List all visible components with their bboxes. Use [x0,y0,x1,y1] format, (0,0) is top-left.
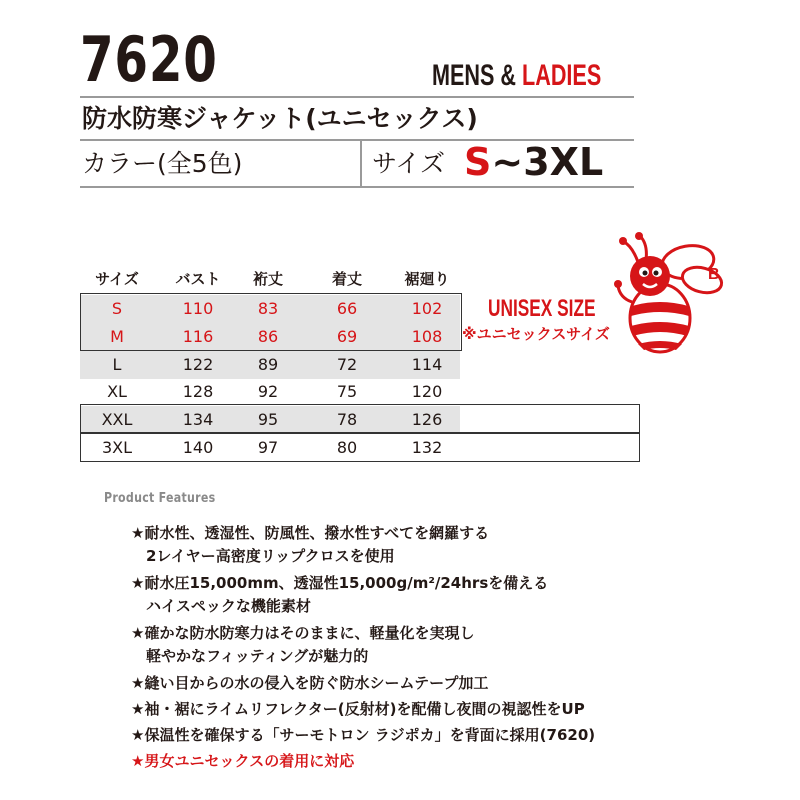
cell-hem: 120 [411,382,443,401]
cell-bust: 128 [182,382,214,401]
cell-size: 3XL [101,438,133,457]
divider-bottom [80,186,634,188]
cell-sleeve: 95 [257,410,279,429]
cell-length: 78 [336,410,358,429]
gender-amp: & [500,59,517,92]
cell-bust: 122 [182,355,214,374]
feature-line: ★縫い目からの水の侵入を防ぐ防水シームテープ加工 [131,674,489,692]
cell-size: L [112,355,122,374]
cell-sleeve: 97 [257,438,279,457]
cell-hem: 108 [411,327,443,346]
cell-size: S [111,299,123,318]
header-hem: 裾廻り [404,270,450,288]
header-sleeve: 裄丈 [252,270,283,288]
size-range-start: S [464,140,492,184]
feature-line: 2レイヤー高密度リップクロスを使用 [131,547,395,565]
cell-bust: 140 [182,438,214,457]
feature-line: 軽やかなフィッティングが魅力的 [131,647,369,665]
size-range [464,139,603,185]
cell-length: 75 [336,382,358,401]
cell-bust: 134 [182,410,214,429]
size-label: サイズ [372,149,446,178]
table-row [80,378,460,406]
feature-line: ★確かな防水防寒力はそのままに、軽量化を実現し [131,624,475,642]
product-name: 防水防寒ジャケット(ユニセックス) [82,104,478,133]
gender-mens: MENS [432,59,495,92]
feature-line: ★耐水性、透湿性、防風性、撥水性すべてを網羅する [131,524,490,542]
table-row-divider [80,432,640,434]
cell-sleeve: 83 [257,299,279,318]
cell-size: XXL [101,410,133,429]
unisex-size-subtitle: ※ユニセックスサイズ [462,325,610,343]
cell-sleeve: 89 [257,355,279,374]
divider-top [80,96,634,98]
table-row [80,351,460,379]
features-heading: Product Features [104,491,216,506]
cell-size: M [110,327,124,346]
size-range-end: ~3XL [491,140,604,184]
cell-sleeve: 86 [257,327,279,346]
cell-bust: 110 [182,299,214,318]
feature-line-highlight: ★男女ユニセックスの着用に対応 [131,752,355,770]
model-number: 7620 [80,23,218,96]
color-count-label: カラー(全5色) [82,149,243,178]
feature-line: ハイスペックな機能素材 [131,597,311,615]
header-length: 着丈 [331,270,362,288]
feature-line: ★耐水圧15,000mm、透湿性15,000g/m²/24hrsを備える [131,574,549,592]
bee-mascot-icon [610,232,725,357]
unisex-size-title: UNISEX SIZE [488,295,596,322]
cell-hem: 102 [411,299,443,318]
feature-line: ★保温性を確保する「サーモトロン ラジポカ」を背面に採用(7620) [131,726,596,744]
cell-hem: 114 [411,355,443,374]
cell-size: XL [107,382,127,401]
cell-length: 80 [336,438,358,457]
cell-bust: 116 [182,327,214,346]
vertical-divider [360,141,362,187]
header-bust: バスト [175,270,221,288]
cell-length: 72 [336,355,358,374]
cell-hem: 126 [411,410,443,429]
gender-label [432,58,601,94]
cell-length: 69 [336,327,358,346]
feature-line: ★袖・裾にライムリフレクター(反射材)を配備し夜間の視認性をUP [131,700,585,718]
cell-hem: 132 [411,438,443,457]
gender-ladies: LADIES [522,59,602,92]
cell-length: 66 [336,299,358,318]
header-size: サイズ [95,270,139,288]
table-border-top-group [80,293,462,351]
cell-sleeve: 92 [257,382,279,401]
bee-letter: B [708,266,720,283]
